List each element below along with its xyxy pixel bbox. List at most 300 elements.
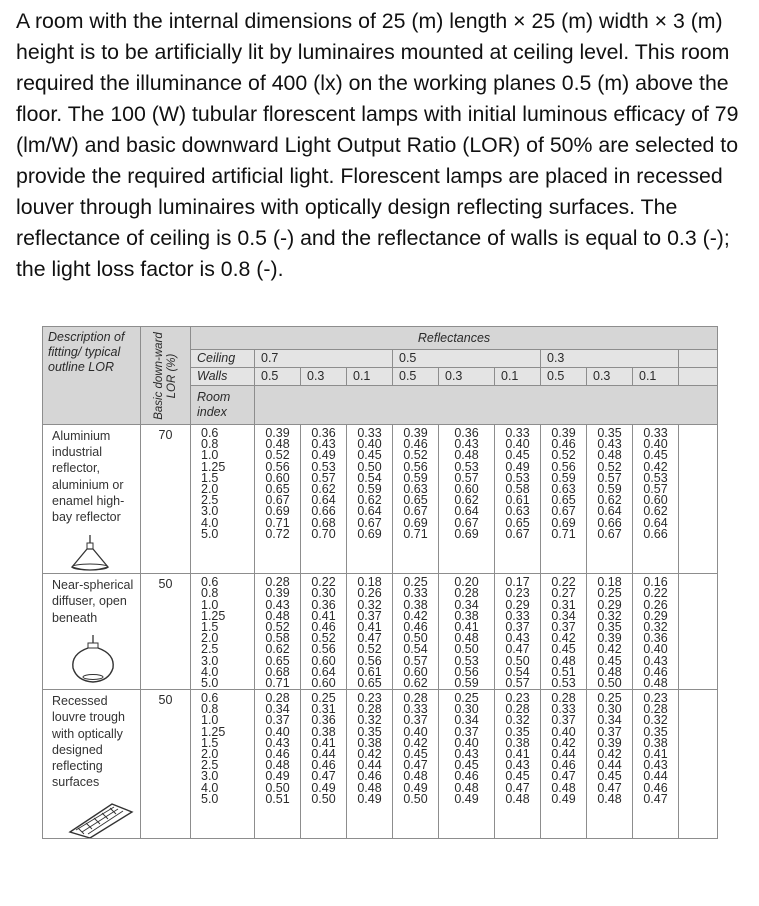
wall-value: 0.3 [301, 368, 347, 386]
uf-value: 0.40 [643, 642, 668, 657]
uf-value: 0.43 [597, 437, 622, 452]
uf-value: 0.41 [454, 619, 479, 634]
room-index-value: 5.0 [201, 526, 219, 541]
spacer-cell [679, 368, 718, 386]
uf-value: 0.50 [403, 631, 428, 646]
uf-value: 0.39 [597, 735, 622, 750]
uf-value: 0.64 [311, 664, 336, 679]
room-index-value: 0.6 [201, 575, 219, 590]
uf-value: 0.64 [357, 504, 382, 519]
uf-value: 0.56 [357, 653, 382, 668]
uf-value: 0.32 [505, 713, 530, 728]
fitting-lor: 50 [141, 690, 191, 839]
uf-value: 0.57 [505, 675, 530, 690]
uf-value: 0.59 [551, 470, 576, 485]
uf-value: 0.39 [265, 426, 290, 440]
uf-value: 0.69 [551, 515, 576, 530]
uf-value: 0.58 [505, 481, 530, 496]
uf-value: 0.42 [403, 608, 428, 623]
uf-value: 0.62 [403, 675, 428, 690]
uf-value: 0.71 [551, 526, 576, 541]
room-index-value: 1.25 [201, 608, 226, 623]
uf-value: 0.66 [643, 526, 668, 541]
room-index-value: 0.8 [201, 586, 219, 601]
uf-value: 0.47 [311, 769, 336, 784]
uf-value: 0.45 [643, 448, 668, 463]
uf-value: 0.62 [265, 642, 290, 657]
uf-value: 0.65 [551, 493, 576, 508]
fitting-row [43, 690, 718, 839]
room-index-value: 1.0 [201, 713, 219, 728]
uf-value: 0.67 [597, 526, 622, 541]
uf-value: 0.44 [311, 747, 336, 762]
uf-value: 0.53 [311, 459, 336, 474]
uf-value: 0.48 [403, 769, 428, 784]
uf-value: 0.52 [311, 631, 336, 646]
uf-value: 0.52 [551, 448, 576, 463]
uf-value: 0.48 [597, 664, 622, 679]
uf-value: 0.53 [454, 653, 479, 668]
wall-value: 0.5 [393, 368, 439, 386]
uf-value: 0.25 [311, 691, 336, 706]
uf-value: 0.33 [505, 608, 530, 623]
uf-value: 0.50 [454, 642, 479, 657]
uf-value: 0.56 [454, 664, 479, 679]
uf-value: 0.52 [265, 448, 290, 463]
uf-value: 0.38 [643, 735, 668, 750]
uf-value: 0.34 [597, 713, 622, 728]
uf-value: 0.46 [643, 664, 668, 679]
uf-value: 0.53 [454, 459, 479, 474]
uf-value: 0.67 [403, 504, 428, 519]
fitting-lor: 70 [141, 425, 191, 574]
uf-value: 0.63 [403, 481, 428, 496]
uf-value: 0.40 [643, 437, 668, 452]
uf-value: 0.49 [357, 791, 382, 806]
uf-value: 0.37 [265, 713, 290, 728]
uf-value: 0.48 [454, 631, 479, 646]
uf-column [541, 690, 587, 839]
uf-value: 0.59 [454, 675, 479, 690]
uf-value: 0.67 [505, 526, 530, 541]
uf-value: 0.39 [403, 426, 428, 440]
room-index-value: 3.0 [201, 769, 219, 784]
room-index-label: Room index [191, 386, 255, 425]
uf-value: 0.42 [597, 642, 622, 657]
uf-value: 0.60 [643, 493, 668, 508]
uf-value: 0.20 [454, 575, 479, 590]
wall-value: 0.5 [255, 368, 301, 386]
uf-value: 0.25 [454, 691, 479, 706]
uf-value: 0.48 [643, 675, 668, 690]
header-fill [255, 386, 718, 425]
uf-value: 0.33 [357, 426, 382, 440]
uf-value: 0.22 [551, 575, 576, 590]
uf-value: 0.68 [265, 664, 290, 679]
uf-value: 0.48 [357, 780, 382, 795]
uf-value: 0.32 [357, 597, 382, 612]
uf-value: 0.25 [597, 586, 622, 601]
uf-value: 0.35 [643, 724, 668, 739]
uf-column [439, 690, 495, 839]
uf-value: 0.52 [597, 459, 622, 474]
uf-value: 0.32 [597, 608, 622, 623]
wall-value: 0.3 [587, 368, 633, 386]
uf-value: 0.69 [403, 515, 428, 530]
uf-value: 0.69 [265, 504, 290, 519]
uf-value: 0.30 [311, 586, 336, 601]
uf-value: 0.53 [551, 675, 576, 690]
uf-value: 0.66 [311, 504, 336, 519]
uf-value: 0.60 [454, 481, 479, 496]
uf-value: 0.48 [551, 780, 576, 795]
uf-value: 0.47 [403, 758, 428, 773]
uf-value: 0.32 [643, 713, 668, 728]
uf-column [393, 425, 439, 574]
room-index-value: 0.8 [201, 437, 219, 452]
uf-value: 0.30 [454, 702, 479, 717]
uf-value: 0.47 [357, 631, 382, 646]
uf-value: 0.42 [551, 631, 576, 646]
uf-value: 0.47 [643, 791, 668, 806]
ceiling-value: 0.7 [255, 350, 393, 368]
uf-value: 0.43 [505, 631, 530, 646]
fitting-row [43, 425, 718, 574]
uf-value: 0.60 [403, 664, 428, 679]
room-index-value: 1.5 [201, 735, 219, 750]
uf-value: 0.44 [643, 769, 668, 784]
uf-value: 0.67 [454, 515, 479, 530]
problem-statement: A room with the internal dimensions of 25 (m) length × 25 (m) width × 3 (m) height is to be artificially lit by luminaires mounted at ceiling level. This room required the illuminance of 400 (lx) on the working planes 0.5 (m) above the floor. The 100 (W) tubular florescent lamps with initial luminous efficacy of 79 (lm/W) and basic downward Light Output Ratio (LOR) of 50% are selected to provide the required artificial light. Florescent lamps are placed in recessed louver through luminaires with optically design reflecting surfaces. The reflectance of ceiling is 0.5 (-) and the reflectance of walls is equal to 0.3 (-); the light loss factor is 0.8 (-). [16, 9, 739, 281]
room-index-value: 4.0 [201, 664, 219, 679]
uf-value: 0.49 [265, 769, 290, 784]
spacer-cell [679, 690, 718, 839]
uf-value: 0.18 [597, 575, 622, 590]
uf-value: 0.28 [403, 691, 428, 706]
uf-value: 0.56 [265, 459, 290, 474]
fitting-description [43, 574, 141, 690]
uf-value: 0.56 [403, 459, 428, 474]
uf-value: 0.64 [454, 504, 479, 519]
room-index-value: 2.5 [201, 642, 219, 657]
uf-value: 0.41 [311, 608, 336, 623]
utilization-factor-table-wrap [42, 326, 717, 894]
fitting-description [43, 690, 141, 839]
uf-value: 0.45 [505, 448, 530, 463]
uf-value: 0.46 [551, 437, 576, 452]
uf-value: 0.30 [597, 702, 622, 717]
uf-value: 0.32 [643, 619, 668, 634]
uf-value: 0.36 [311, 426, 336, 440]
uf-value: 0.41 [311, 735, 336, 750]
uf-value: 0.40 [265, 724, 290, 739]
uf-value: 0.29 [597, 597, 622, 612]
uf-value: 0.39 [551, 426, 576, 440]
uf-value: 0.60 [311, 675, 336, 690]
uf-value: 0.58 [265, 631, 290, 646]
uf-value: 0.36 [311, 713, 336, 728]
room-index-value: 0.6 [201, 426, 219, 440]
uf-value: 0.64 [643, 515, 668, 530]
uf-value: 0.69 [357, 526, 382, 541]
uf-value: 0.39 [597, 631, 622, 646]
uf-column [587, 574, 633, 690]
uf-column [301, 574, 347, 690]
uf-value: 0.49 [454, 791, 479, 806]
uf-value: 0.57 [403, 653, 428, 668]
uf-value: 0.41 [505, 747, 530, 762]
wall-value: 0.1 [347, 368, 393, 386]
uf-value: 0.40 [403, 724, 428, 739]
uf-value: 0.35 [597, 619, 622, 634]
uf-value: 0.46 [454, 769, 479, 784]
uf-value: 0.49 [551, 791, 576, 806]
uf-value: 0.64 [597, 504, 622, 519]
uf-value: 0.54 [357, 470, 382, 485]
uf-value: 0.33 [403, 586, 428, 601]
room-index-value: 1.25 [201, 459, 226, 474]
uf-value: 0.45 [597, 653, 622, 668]
uf-value: 0.53 [643, 470, 668, 485]
uf-value: 0.62 [454, 493, 479, 508]
uf-value: 0.23 [643, 691, 668, 706]
uf-value: 0.32 [357, 713, 382, 728]
uf-value: 0.34 [454, 597, 479, 612]
uf-value: 0.50 [597, 675, 622, 690]
louvre-trough-icon [52, 798, 136, 838]
uf-value: 0.70 [311, 526, 336, 541]
uf-value: 0.51 [265, 791, 290, 806]
room-index-column [191, 690, 255, 839]
room-index-value: 5.0 [201, 791, 219, 806]
uf-value: 0.69 [454, 526, 479, 541]
uf-value: 0.43 [265, 597, 290, 612]
uf-value: 0.56 [551, 459, 576, 474]
uf-column [439, 425, 495, 574]
uf-value: 0.33 [403, 702, 428, 717]
uf-column [587, 425, 633, 574]
uf-value: 0.27 [551, 586, 576, 601]
uf-value: 0.46 [311, 758, 336, 773]
uf-value: 0.66 [597, 515, 622, 530]
uf-value: 0.38 [403, 597, 428, 612]
room-index-value: 2.0 [201, 631, 219, 646]
uf-value: 0.57 [454, 470, 479, 485]
uf-value: 0.39 [265, 586, 290, 601]
uf-value: 0.47 [597, 780, 622, 795]
uf-value: 0.45 [597, 769, 622, 784]
uf-value: 0.46 [357, 769, 382, 784]
uf-value: 0.61 [357, 664, 382, 679]
uf-column [347, 574, 393, 690]
uf-value: 0.42 [597, 747, 622, 762]
uf-value: 0.52 [265, 619, 290, 634]
uf-value: 0.18 [357, 575, 382, 590]
uf-value: 0.49 [311, 448, 336, 463]
uf-column [393, 574, 439, 690]
uf-value: 0.45 [454, 758, 479, 773]
room-index-value: 1.0 [201, 597, 219, 612]
uf-column [255, 574, 301, 690]
uf-value: 0.37 [403, 713, 428, 728]
uf-value: 0.40 [454, 735, 479, 750]
room-index-value: 3.0 [201, 653, 219, 668]
uf-value: 0.65 [265, 653, 290, 668]
reflectances-header: Reflectances [191, 327, 718, 350]
room-index-value: 2.5 [201, 493, 219, 508]
uf-column [439, 574, 495, 690]
room-index-value: 1.5 [201, 470, 219, 485]
uf-value: 0.50 [505, 653, 530, 668]
fitting-description [43, 425, 141, 574]
wall-value: 0.1 [633, 368, 679, 386]
uf-value: 0.60 [265, 470, 290, 485]
uf-value: 0.25 [597, 691, 622, 706]
uf-column [541, 574, 587, 690]
uf-value: 0.71 [403, 526, 428, 541]
fitting-description-text: Near-spherical diffuser, open beneath [52, 578, 134, 625]
uf-value: 0.72 [265, 526, 290, 541]
uf-column [347, 425, 393, 574]
room-index-value: 2.5 [201, 758, 219, 773]
uf-value: 0.57 [311, 470, 336, 485]
uf-value: 0.31 [551, 597, 576, 612]
uf-value: 0.43 [265, 735, 290, 750]
room-index-value: 5.0 [201, 675, 219, 690]
room-index-value: 0.8 [201, 702, 219, 717]
uf-value: 0.48 [454, 448, 479, 463]
fitting-lor: 50 [141, 574, 191, 690]
uf-column [301, 425, 347, 574]
uf-value: 0.44 [597, 758, 622, 773]
uf-value: 0.38 [454, 608, 479, 623]
uf-value: 0.67 [357, 515, 382, 530]
uf-value: 0.71 [265, 675, 290, 690]
spacer-cell [679, 574, 718, 690]
uf-value: 0.37 [357, 608, 382, 623]
spacer-cell [679, 425, 718, 574]
uf-value: 0.42 [403, 735, 428, 750]
uf-column [255, 425, 301, 574]
basic-lor-header [141, 327, 191, 425]
uf-value: 0.57 [597, 470, 622, 485]
uf-value: 0.59 [357, 481, 382, 496]
uf-value: 0.67 [551, 504, 576, 519]
uf-value: 0.35 [597, 426, 622, 440]
uf-value: 0.47 [551, 769, 576, 784]
uf-value: 0.65 [403, 493, 428, 508]
uf-value: 0.50 [403, 791, 428, 806]
description-header: Description of fitting/ typical outline LOR [43, 327, 141, 425]
uf-value: 0.28 [265, 691, 290, 706]
fitting-description-text: Recessed louvre trough with optically designed reflecting surfaces [52, 694, 125, 790]
uf-value: 0.62 [643, 504, 668, 519]
uf-value: 0.62 [311, 481, 336, 496]
uf-value: 0.42 [357, 747, 382, 762]
uf-value: 0.38 [311, 724, 336, 739]
room-index-value: 1.0 [201, 448, 219, 463]
uf-value: 0.28 [454, 586, 479, 601]
uf-value: 0.54 [505, 664, 530, 679]
fitting-description-text: Aluminium industrial reflector, aluminium or enamel high-bay reflector [52, 429, 125, 525]
uf-value: 0.35 [505, 724, 530, 739]
uf-value: 0.67 [265, 493, 290, 508]
uf-value: 0.43 [643, 758, 668, 773]
uf-value: 0.33 [505, 426, 530, 440]
uf-value: 0.43 [454, 747, 479, 762]
uf-value: 0.54 [403, 642, 428, 657]
uf-column [495, 690, 541, 839]
uf-value: 0.48 [597, 791, 622, 806]
room-index-value: 2.0 [201, 481, 219, 496]
uf-value: 0.43 [311, 437, 336, 452]
uf-value: 0.46 [551, 758, 576, 773]
uf-column [633, 690, 679, 839]
room-index-value: 3.0 [201, 504, 219, 519]
uf-value: 0.48 [597, 448, 622, 463]
uf-value: 0.37 [551, 713, 576, 728]
uf-value: 0.38 [505, 735, 530, 750]
uf-value: 0.40 [505, 437, 530, 452]
uf-column [495, 574, 541, 690]
uf-value: 0.40 [357, 437, 382, 452]
uf-value: 0.45 [551, 642, 576, 657]
uf-value: 0.43 [643, 653, 668, 668]
fitting-row [43, 574, 718, 690]
uf-value: 0.44 [357, 758, 382, 773]
ceiling-value: 0.3 [541, 350, 679, 368]
uf-value: 0.47 [505, 642, 530, 657]
spacer-cell [679, 350, 718, 368]
ceiling-value: 0.5 [393, 350, 541, 368]
uf-value: 0.48 [265, 437, 290, 452]
uf-value: 0.46 [403, 437, 428, 452]
uf-value: 0.35 [357, 724, 382, 739]
uf-column [633, 574, 679, 690]
uf-value: 0.50 [265, 780, 290, 795]
uf-value: 0.62 [357, 493, 382, 508]
uf-value: 0.22 [311, 575, 336, 590]
uf-value: 0.41 [357, 619, 382, 634]
uf-value: 0.48 [454, 780, 479, 795]
uf-value: 0.33 [643, 426, 668, 440]
uf-value: 0.49 [505, 459, 530, 474]
uf-value: 0.42 [643, 459, 668, 474]
uf-value: 0.37 [597, 724, 622, 739]
uf-value: 0.28 [505, 702, 530, 717]
uf-value: 0.46 [643, 780, 668, 795]
uf-value: 0.25 [403, 575, 428, 590]
basic-lor-header-text: Basic down-ward LOR (%) [152, 331, 178, 420]
uf-value: 0.28 [357, 702, 382, 717]
uf-value: 0.28 [551, 691, 576, 706]
uf-value: 0.48 [551, 653, 576, 668]
uf-value: 0.59 [403, 470, 428, 485]
uf-value: 0.29 [643, 608, 668, 623]
uf-value: 0.52 [357, 642, 382, 657]
uf-value: 0.36 [311, 597, 336, 612]
wall-value: 0.3 [439, 368, 495, 386]
uf-value: 0.46 [403, 619, 428, 634]
uf-value: 0.33 [551, 702, 576, 717]
walls-label: Walls [191, 368, 255, 386]
room-index-column [191, 425, 255, 574]
uf-column [633, 425, 679, 574]
uf-value: 0.64 [311, 493, 336, 508]
uf-value: 0.44 [551, 747, 576, 762]
uf-column [347, 690, 393, 839]
uf-column [541, 425, 587, 574]
